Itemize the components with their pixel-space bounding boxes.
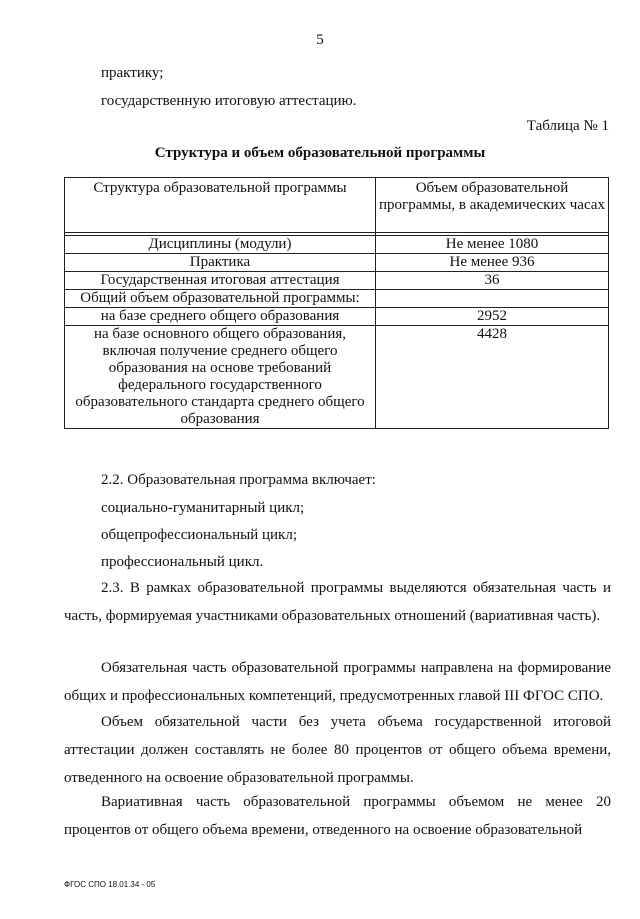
table-cell: Не менее 936: [376, 254, 609, 272]
paragraph: Вариативная часть образовательной программы объемом не менее 20 процентов от общего объема времени, отведенного на освоение образовательной: [64, 794, 611, 838]
table-row: [65, 326, 609, 429]
table-title: Структура и объем образовательной программы: [154, 145, 486, 161]
table-cell: Практика: [65, 254, 376, 272]
intro-line: практику;: [101, 65, 164, 81]
section-heading: 2.2. Образовательная программа включает:: [101, 472, 376, 488]
table-header-row: [65, 178, 609, 233]
table-row: [65, 254, 609, 272]
intro-line: государственную итоговую аттестацию.: [101, 93, 357, 109]
table-cell: 2952: [376, 308, 609, 326]
table-row: [65, 308, 609, 326]
page-number: 5: [316, 32, 324, 48]
list-item: общепрофессиональный цикл;: [101, 527, 297, 543]
table-cell: Не менее 1080: [376, 236, 609, 254]
table-cell: [376, 290, 609, 308]
table-row: [65, 272, 609, 290]
table-row: [65, 290, 609, 308]
list-item: социально-гуманитарный цикл;: [101, 500, 305, 516]
footer-code: ФГОС СПО 18.01.34 - 05: [64, 880, 156, 889]
table-cell: на базе основного общего образования, включая получение среднего общего образования на основе требований федерального государственного образовательного стандарта среднего общего образования: [65, 326, 376, 429]
list-item: профессиональный цикл.: [101, 554, 264, 570]
table-header-cell: Структура образовательной программы: [65, 178, 376, 233]
paragraph: Объем обязательной части без учета объема государственной итоговой аттестации должен составлять не более 80 процентов от общего объема времени, отведенного на освоение образовательной программы.: [64, 714, 611, 786]
table-header-cell: Объем образовательной программы, в академических часах: [376, 178, 609, 233]
table-cell: Государственная итоговая аттестация: [65, 272, 376, 290]
table-cell: на базе среднего общего образования: [65, 308, 376, 326]
paragraph: Обязательная часть образовательной программы направлена на формирование общих и профессиональных компетенций, предусмотренных главой III ФГОС СПО.: [64, 660, 611, 704]
paragraph: 2.3. В рамках образовательной программы выделяются обязательная часть и часть, формируемая участниками образовательных отношений (вариативная часть).: [64, 580, 611, 624]
table-cell: Общий объем образовательной программы:: [65, 290, 376, 308]
table-cell: Дисциплины (модули): [65, 236, 376, 254]
table-cell: 36: [376, 272, 609, 290]
table-label: Таблица № 1: [526, 118, 609, 134]
table-row: [65, 236, 609, 254]
program-structure-table: [64, 177, 609, 429]
table-cell: 4428: [376, 326, 609, 429]
